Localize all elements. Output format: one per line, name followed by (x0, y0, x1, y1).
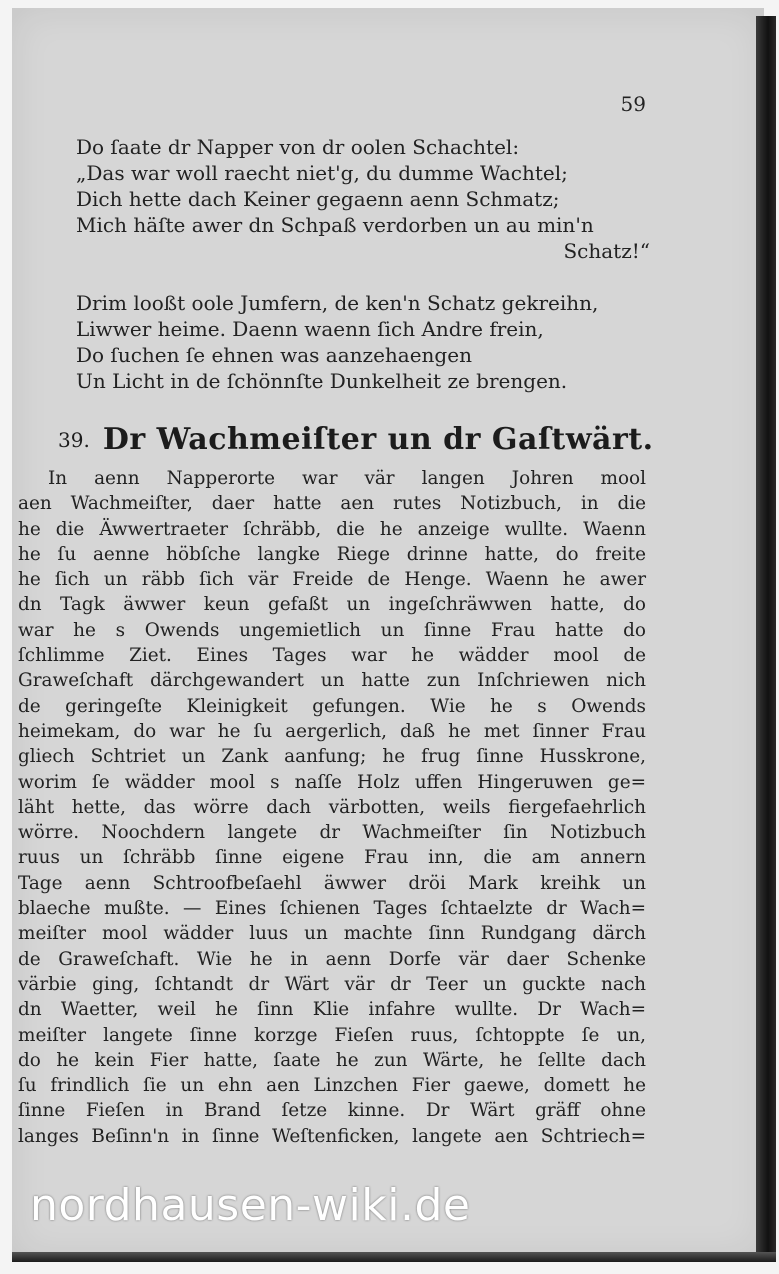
poem-line: Do ſuchen ſe ehnen was aanzehaengen (76, 343, 472, 367)
prose-line: Graweſchaft därchgewandert un hatte zun Inſchriewen nich (18, 670, 646, 692)
poem-line: Schatz!“ (563, 239, 650, 263)
prose-line: he ſich un räbb ſich vär Freide de Henge. Waenn he awer (18, 569, 646, 591)
poem-line: „Das war woll raecht niet'g, du dumme Wachtel; (76, 161, 568, 185)
prose-line: dn Waetter, weil he ſinn Klie infahre wullte. Dr Wach= (18, 999, 646, 1021)
prose-line: ruus un ſchräbb ſinne eigene Frau inn, die am annern (18, 847, 646, 869)
prose-line: ſinne Fieſen in Brand ſetze kinne. Dr Wärt gräff ohne (18, 1100, 646, 1122)
prose-line: do he kein Fier hatte, ſaate he zun Wärte, he ſellte dach (18, 1049, 646, 1071)
poem-line: Drim looßt oole Jumfern, de ken'n Schatz gekreihn, (76, 291, 599, 315)
prose-line: Tage aenn Schtroofbeſaehl äwwer dröi Mark kreihk un (18, 872, 646, 894)
prose-body (18, 466, 646, 1149)
prose-line: meiſter langete ſinne korzge Fieſen ruus, ſchtoppte ſe un, (18, 1024, 646, 1046)
prose-line: war he s Owends ungemietlich un ſinne Frau hatte do (18, 619, 646, 641)
book-page (12, 8, 764, 1258)
prose-line: In aenn Napperorte war vär langen Johren mool (48, 468, 646, 489)
prose-line: de Graweſchaft. Wie he in aenn Dorfe vär daer Schenke (18, 948, 646, 970)
prose-line: dn Tagk äwwer keun gefaßt un ingeſchräwwen hatte, do (18, 594, 646, 616)
prose-line: he ſu aenne höbſche langke Riege drinne hatte, do freite (18, 543, 646, 565)
prose-line: aen Wachmeiſter, daer hatte aen rutes Notizbuch, in die (18, 493, 646, 515)
watermark: nordhausen-wiki.de (30, 1180, 471, 1231)
poem-stanza-1 (76, 134, 656, 264)
prose-line: he die Äwwertraeter ſchräbb, die he anzeige wullte. Waenn (18, 518, 646, 540)
prose-line: blaeche mußte. — Eines ſchienen Tages ſchtaelzte dr Wach= (18, 898, 646, 920)
prose-line: wörre. Noochdern langete dr Wachmeiſter ſin Notizbuch (18, 822, 646, 844)
prose-line: de geringeſte Kleinigkeit gefungen. Wie he s Owends (18, 695, 646, 717)
prose-line: värbie ging, ſchtandt dr Wärt vär dr Teer un guckte nach (18, 973, 646, 995)
page-number: 59 (620, 92, 646, 116)
section-title: Dr Wachmeiſter un dr Gaſtwärt. (102, 422, 654, 457)
prose-line: meiſter mool wädder luus un machte ſinn Rundgang därch (18, 923, 646, 945)
poem-line: Liwwer heime. Daenn waenn ſich Andre frein, (76, 317, 544, 341)
prose-line: ſchlimme Ziet. Eines Tages war he wädder mool de (18, 645, 646, 667)
section-heading (58, 422, 678, 457)
poem-line: Un Licht in de ſchönnſte Dunkelheit ze brengen. (76, 369, 568, 393)
book-spine-shadow (756, 16, 776, 1260)
poem-stanza-2 (76, 290, 676, 394)
prose-line: worim ſe wädder mool s naſſe Holz uffen Hingeruwen ge= (18, 771, 646, 793)
page-bottom-shadow (12, 1252, 776, 1262)
prose-line: läht hette, das wörre dach värbotten, weils fiergefaehrlich (18, 796, 646, 818)
prose-line: langes Beſinn'n in ſinne Weſtenficken, langete aen Schtriech= (18, 1125, 646, 1147)
poem-line: Do ſaate dr Napper von dr oolen Schachtel: (76, 135, 520, 159)
prose-line: ſu frindlich ſie un ehn aen Linzchen Fier gaewe, domett he (18, 1075, 646, 1097)
poem-line: Dich hette dach Keiner gegaenn aenn Schmatz; (76, 187, 560, 211)
poem-line: Mich häſte awer dn Schpaß verdorben un au min'n (76, 213, 594, 237)
section-number: 39. (58, 427, 90, 452)
prose-line: gliech Schtriet un Zank aanfung; he frug ſinne Husskrone, (18, 746, 646, 768)
prose-line: heimekam, do war he ſu aergerlich, daß he met ſinner Frau (18, 720, 646, 742)
